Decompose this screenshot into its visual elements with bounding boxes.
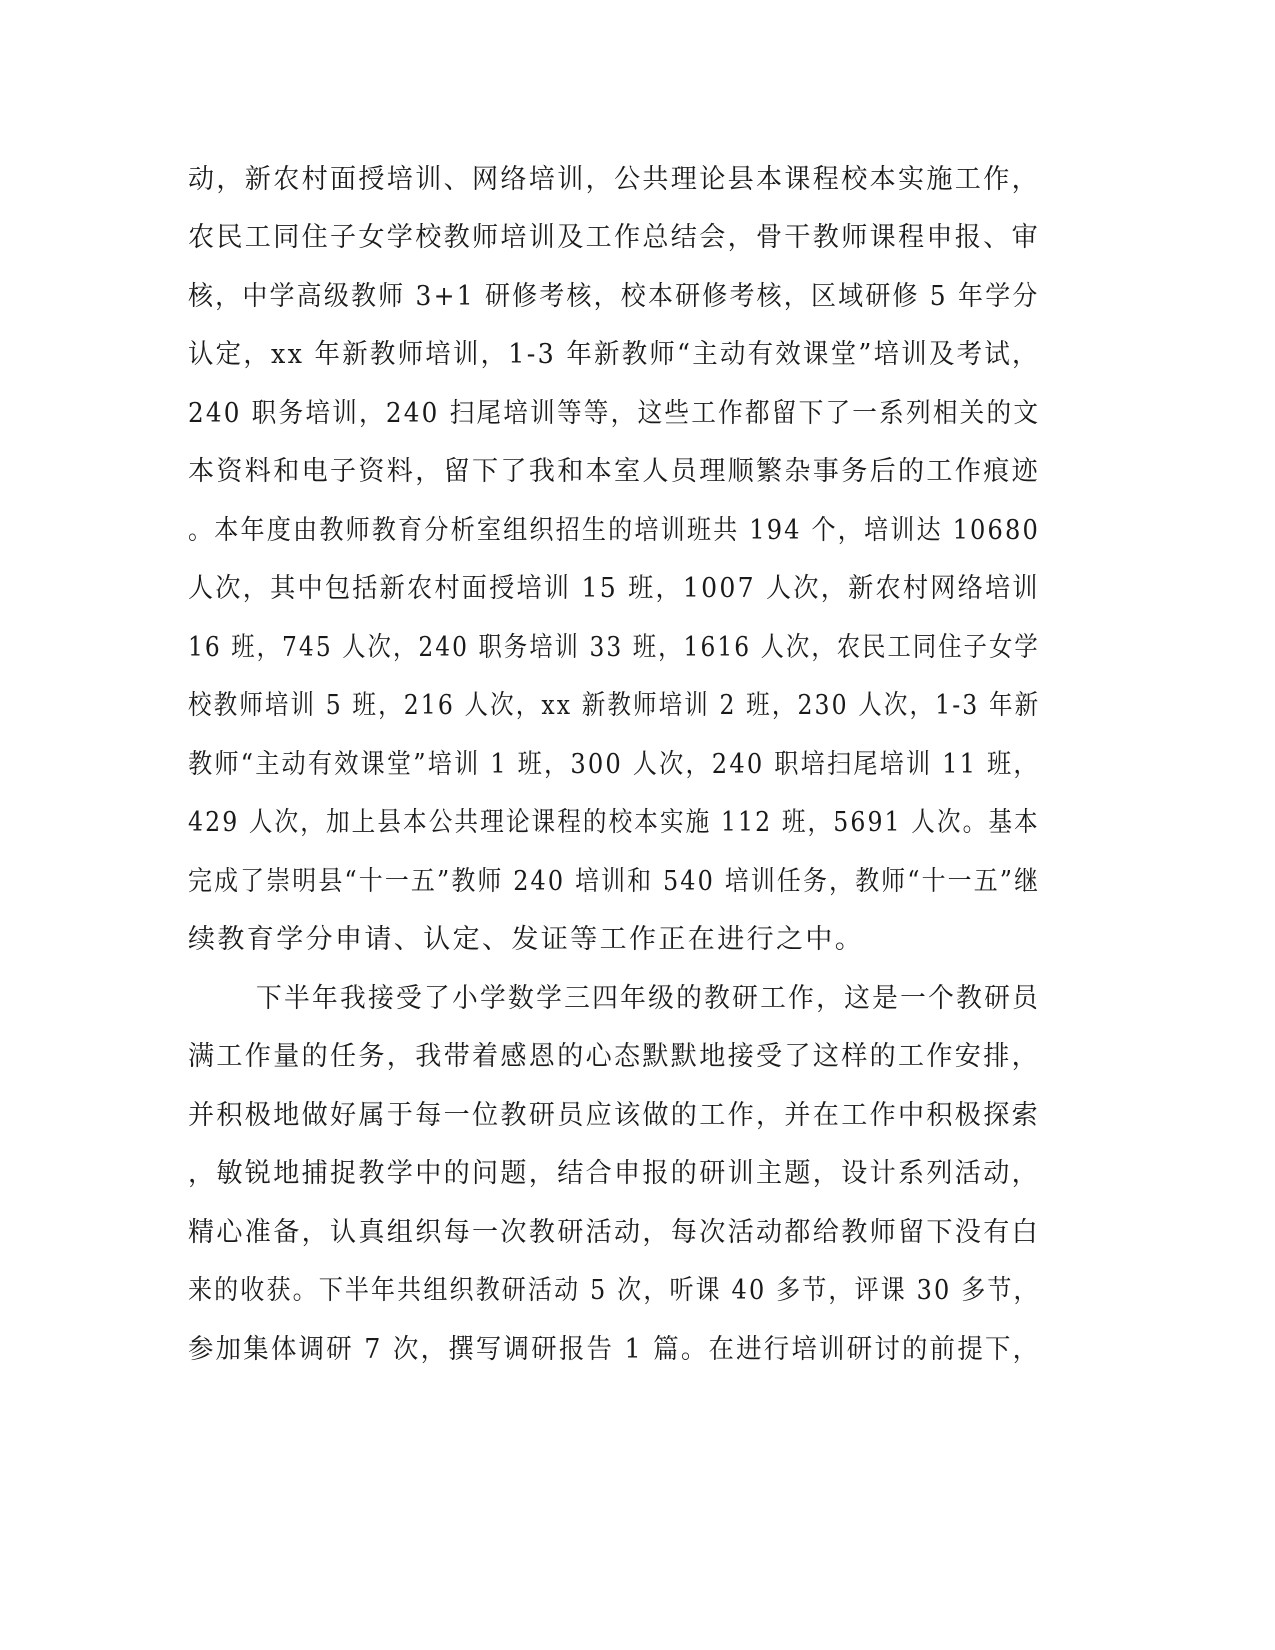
text-line: 并积极地做好属于每一位教研员应该做的工作，并在工作中积极探索 — [188, 1100, 1041, 1131]
text-line: 续教育学分申请、认定、发证等工作正在进行之中。 — [188, 924, 865, 955]
text-line: 本资料和电子资料，留下了我和本室人员理顺繁杂事务后的工作痕迹 — [188, 456, 1041, 487]
text-line: 认定，xx 年新教师培训，1-3 年新教师“主动有效课堂”培训及考试， — [188, 339, 1040, 370]
text-line: 。本年度由教师教育分析室组织招生的培训班共 194 个，培训达 10680 — [188, 515, 1041, 546]
text-line: ，敏锐地捕捉教学中的问题，结合申报的研训主题，设计系列活动， — [188, 1158, 1041, 1189]
text-line: 完成了崇明县“十一五”教师 240 培训和 540 培训任务，教师“十一五”继 — [188, 866, 1041, 897]
text-line: 精心准备，认真组织每一次教研活动，每次活动都给教师留下没有白 — [188, 1217, 1041, 1248]
paragraph-first-line: 下半年我接受了小学数学三四年级的教研工作，这是一个教研员 — [256, 983, 1041, 1014]
text-line: 人次，其中包括新农村面授培训 15 班，1007 人次，新农村网络培训 — [188, 573, 1040, 604]
text-line: 校教师培训 5 班，216 人次，xx 新教师培训 2 班，230 人次，1-3 年新 — [188, 690, 1041, 721]
text-line: 满工作量的任务，我带着感恩的心态默默地接受了这样的工作安排， — [188, 1041, 1041, 1072]
text-line: 429 人次，加上县本公共理论课程的校本实施 112 班，5691 人次。基本 — [188, 807, 1040, 838]
text-line: 动，新农村面授培训、网络培训，公共理论县本课程校本实施工作， — [188, 164, 1041, 195]
text-line: 240 职务培训，240 扫尾培训等等，这些工作都留下了一系列相关的文 — [188, 398, 1041, 429]
text-line: 16 班，745 人次，240 职务培训 33 班，1616 人次，农民工同住子女学 — [188, 632, 1040, 663]
text-line: 核，中学高级教师 3+1 研修考核，校本研修考核，区域研修 5 年学分 — [188, 281, 1040, 312]
text-line: 农民工同住子女学校教师培训及工作总结会，骨干教师课程申报、审 — [188, 222, 1041, 253]
text-line: 教师“主动有效课堂”培训 1 班，300 人次，240 职培扫尾培训 11 班， — [188, 749, 1040, 780]
text-line: 来的收获。下半年共组织教研活动 5 次，听课 40 多节，评课 30 多节， — [188, 1275, 1040, 1306]
text-line: 参加集体调研 7 次，撰写调研报告 1 篇。在进行培训研讨的前提下， — [188, 1334, 1041, 1365]
